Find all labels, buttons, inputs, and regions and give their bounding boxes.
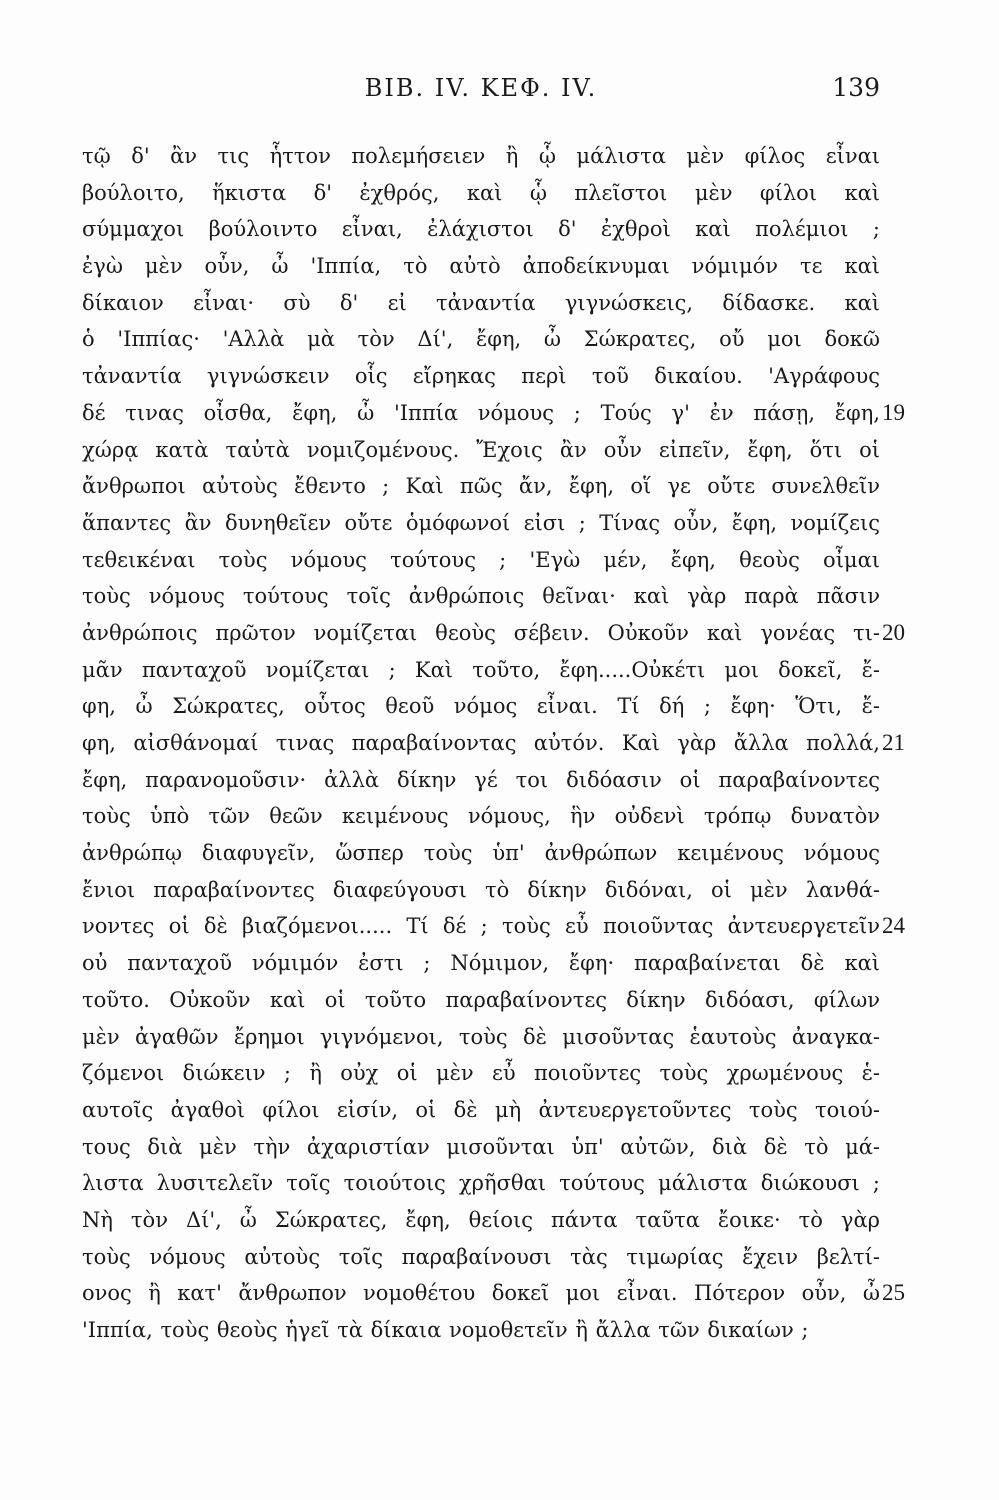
line-text: ἐγὼ μὲν οὖν, ὦ 'Ιππία, τὸ αὐτὸ ἀποδείκνυμαι νόμιμόν τε καὶ — [82, 254, 880, 279]
text-line — [82, 395, 905, 432]
line-text: τεθεικέναι τοὺς νόμους τούτους ; 'Εγὼ μέν, ἔφη, θεοὺς οἶμαι — [82, 547, 880, 572]
text-line — [82, 1239, 880, 1276]
line-text: ἔφη, παρανομοῦσιν· ἀλλὰ δίκην γέ τοι διδόασιν οἱ παραβαίνοντες — [82, 767, 880, 792]
line-text: φη, αἰσθάνομαί τινας παραβαίνοντας αὐτόν. Καὶ γὰρ ἄλλα πολλά, — [82, 731, 880, 755]
line-text: βούλοιτο, ἥκιστα δ' ἐχθρός, καὶ ᾧ πλεῖστοι μὲν φίλοι καὶ — [82, 180, 880, 205]
line-text: ἀνθρώποις πρῶτον νομίζεται θεοὺς σέβειν. Οὐκοῦν καὶ γονέας τι- — [82, 620, 880, 645]
line-text: δίκαιον εἶναι· σὺ δ' εἰ τἀναντία γιγνώσκεις, δίδασκε. καὶ — [82, 290, 880, 315]
line-text: τοὺς νόμους τούτους τοῖς ἀνθρώποις θεῖναι· καὶ γὰρ παρὰ πᾶσιν — [82, 584, 880, 609]
line-text: ζόμενοι διώκειν ; ἢ οὐχ οἱ μὲν εὖ ποιοῦντες τοὺς χρωμένους ἑ- — [82, 1061, 880, 1086]
text-line — [82, 1055, 880, 1092]
line-text: 'Ιππία, τοὺς θεοὺς ἡγεῖ τὰ δίκαια νομοθετεῖν ἢ ἄλλα τῶν δικαίων ; — [82, 1318, 809, 1342]
text-line — [82, 285, 880, 322]
margin-line-number: 19 — [882, 399, 905, 425]
text-line — [82, 578, 880, 615]
text-line — [82, 652, 880, 689]
line-text: μὲν ἀγαθῶν ἔρημοι γιγνόμενοι, τοὺς δὲ μισοῦντας ἑαυτοὺς ἀναγκα- — [82, 1024, 880, 1049]
line-text: ἀνθρώπῳ διαφυγεῖν, ὥσπερ τοὺς ὑπ' ἀνθρώπων κειμένους νόμους — [82, 841, 880, 866]
margin-line-number: 20 — [882, 619, 905, 645]
text-line — [82, 1165, 880, 1202]
body-text — [82, 138, 905, 1349]
margin-line-number: 25 — [882, 1280, 905, 1306]
text-line — [82, 211, 880, 248]
line-text: τἀναντία γιγνώσκειν οἷς εἴρηκας περὶ τοῦ δικαίου. 'Αγράφους — [82, 364, 880, 389]
text-line — [82, 505, 880, 542]
line-text: τοὺς νόμους αὐτοὺς τοῖς παραβαίνουσι τὰς τιμωρίας ἔχειν βελτί- — [82, 1244, 880, 1269]
text-line — [82, 762, 880, 799]
line-text: φη, ὦ Σώκρατες, οὗτος θεοῦ νόμος εἶναι. Τί δή ; ἔφη· Ὅτι, ἔ- — [82, 694, 880, 719]
text-line — [82, 1092, 880, 1129]
line-text: δέ τινας οἶσθα, ἔφη, ὦ 'Ιππία νόμους ; Τούς γ' ἐν πάσῃ, ἔφη, — [82, 400, 880, 425]
line-text: νοντες οἱ δὲ βιαζόμενοι..... Τί δέ ; τοὺς εὖ ποιοῦντας ἀντευεργετεῖν — [82, 914, 880, 939]
text-line — [82, 248, 880, 285]
text-line — [82, 432, 880, 469]
text-line — [82, 1312, 880, 1349]
line-text: σύμμαχοι βούλοιντο εἶναι, ἐλάχιστοι δ' ἐχθροὶ καὶ πολέμιοι ; — [82, 217, 880, 242]
text-line — [82, 908, 905, 945]
running-title: ΒΙΒ. IV. ΚΕΦ. IV. — [364, 74, 598, 102]
margin-line-number: 24 — [882, 913, 905, 939]
text-line — [82, 321, 880, 358]
line-text: ἄνθρωποι αὐτοὺς ἔθεντο ; Καὶ πῶς ἄν, ἔφη, οἵ γε οὔτε συνελθεῖν — [82, 474, 880, 499]
text-line — [82, 872, 880, 909]
line-text: τους διὰ μὲν τὴν ἀχαριστίαν μισοῦνται ὑπ' αὐτῶν, διὰ δὲ τὸ μά- — [82, 1134, 880, 1159]
text-line — [82, 688, 880, 725]
text-line — [82, 725, 905, 762]
line-text: τοῦτο. Οὐκοῦν καὶ οἱ τοῦτο παραβαίνοντες δίκην διδόασι, φίλων — [82, 987, 880, 1012]
margin-line-number: 21 — [882, 730, 905, 755]
text-line — [82, 1275, 905, 1312]
line-text: αυτοῖς ἀγαθοὶ φίλοι εἰσίν, οἱ δὲ μὴ ἀντευεργετοῦντες τοὺς τοιού- — [82, 1097, 880, 1122]
running-head — [82, 70, 880, 106]
line-text: λιστα λυσιτελεῖν τοῖς τοιούτοις χρῆσθαι τούτους μάλιστα διώκουσι ; — [82, 1171, 880, 1196]
line-text: μᾶν πανταχοῦ νομίζεται ; Καὶ τοῦτο, ἔφη.....Οὐκέτι μοι δοκεῖ, ἔ- — [82, 657, 880, 682]
text-line — [82, 982, 880, 1019]
text-line — [82, 835, 880, 872]
text-line — [82, 1019, 880, 1056]
line-text: ὁ 'Ιππίας· 'Αλλὰ μὰ τὸν Δί', ἔφη, ὦ Σώκρατες, οὔ μοι δοκῶ — [82, 327, 880, 352]
line-text: Νὴ τὸν Δί', ὦ Σώκρατες, ἔφη, θείοις πάντα ταῦτα ἔοικε· τὸ γὰρ — [82, 1207, 880, 1232]
text-line — [82, 1129, 880, 1166]
line-text: ονος ἢ κατ' ἄνθρωπον νομοθέτου δοκεῖ μοι εἶναι. Πότερον οὖν, ὦ — [82, 1281, 880, 1306]
text-line — [82, 468, 880, 505]
text-line — [82, 542, 880, 579]
page-number: 139 — [832, 73, 880, 102]
text-line — [82, 615, 905, 652]
line-text: ἅπαντες ἂν δυνηθεῖεν οὔτε ὁμόφωνοί εἰσι ; Τίνας οὖν, ἔφη, νομίζεις — [82, 510, 880, 535]
text-line — [82, 798, 880, 835]
line-text: τοὺς ὑπὸ τῶν θεῶν κειμένους νόμους, ἣν οὐδενὶ τρόπῳ δυνατὸν — [82, 804, 880, 829]
line-text: τῷ δ' ἂν τις ἧττον πολεμήσειεν ἢ ᾧ μάλιστα μὲν φίλος εἶναι — [82, 144, 880, 168]
text-line — [82, 358, 880, 395]
text-line — [82, 175, 880, 212]
text-line — [82, 138, 880, 175]
line-text: οὐ πανταχοῦ νόμιμόν ἐστι ; Νόμιμον, ἔφη· παραβαίνεται δὲ καὶ — [82, 951, 880, 976]
line-text: χώρᾳ κατὰ ταὐτὰ νομιζομένους. Ἔχοις ἂν οὖν εἰπεῖν, ἔφη, ὅτι οἱ — [82, 437, 880, 462]
line-text: ἔνιοι παραβαίνοντες διαφεύγουσι τὸ δίκην διδόναι, οἱ μὲν λανθά- — [82, 877, 880, 902]
text-line — [82, 945, 880, 982]
text-line — [82, 1202, 880, 1239]
